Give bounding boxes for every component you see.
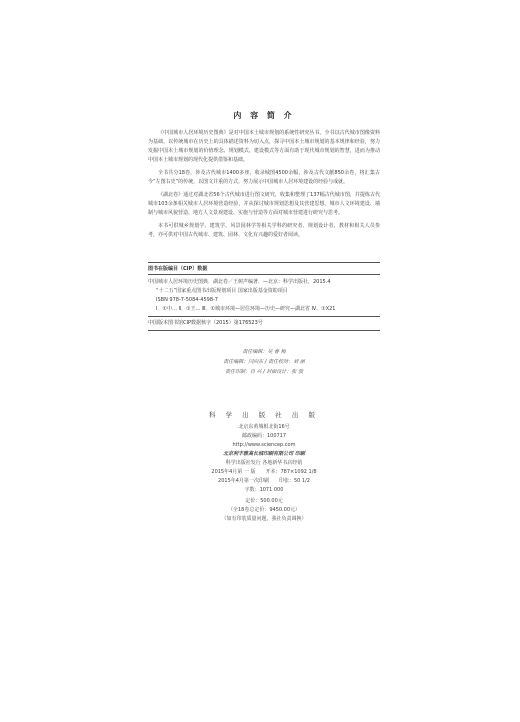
word-count: 字数：1071 000	[244, 487, 284, 493]
publisher-website: http://www.sciencep.com	[232, 442, 296, 448]
distributor: 科学出版社发行 各地新华书店经销	[225, 460, 303, 466]
edition-info: 2015年4月第 一 版	[211, 469, 256, 475]
summary-title: 内 容 简 介	[233, 111, 295, 120]
cip-number: 中国版本图书馆CIP数据核字（2015）第176523号	[148, 320, 263, 326]
summary-paragraph: 全书共分18卷，涉及古代城市1400多座，收录城图4500余幅，涉及古代文献850余卷，将汇集古今“左图右史”的传统，以图文并重的方式，努力展示中国城市人居环境建设的经验与成就。	[148, 170, 380, 185]
cip-divider	[148, 330, 380, 331]
cip-data	[148, 278, 380, 314]
publication-info	[148, 411, 380, 524]
quality-notice: （如有印装质量问题，我社负责调换）	[221, 516, 307, 522]
printer-name: 北京利丰雅高长城印刷有限公司 印刷	[223, 451, 305, 457]
editor-credits	[148, 347, 380, 377]
editor-line: 责任印制：肖 兴 / 封面设计：张 放	[224, 369, 304, 375]
spec-row	[148, 468, 380, 477]
cip-divider	[148, 316, 380, 317]
publisher-postcode: 邮政编码：100717	[241, 433, 287, 439]
page-content	[148, 110, 380, 524]
editor-line: 责任编辑：吴 春 梅	[242, 349, 286, 355]
summary-paragraph: 《中国城市人居环境历史图典》是对中国本土城市规划的系统性研究丛书。全书以古代城市图像资料为基础，以传统城市在历史上的具体描述资料为切入点，探寻中国本土城市规划的基本规律和经验，努力发掘中国本土城市规划的价值理念、规划模式、建设模式等方面有助于现代城市规划的智慧，进而为推动中国本土城市规划的现代化提供借鉴和基础。	[148, 130, 380, 163]
cip-line: “十二五”国家重点图书出版规划项目 国家出版基金资助项目	[156, 288, 288, 294]
publisher-name: 科 学 出 版 社 出 版	[209, 411, 319, 419]
printing-info: 2015年4月第一次印刷	[218, 478, 269, 484]
sheets-info: 印张：50 1/2	[278, 478, 310, 484]
cip-line: ISBN 978-7-5084-4598-7	[156, 297, 218, 303]
cip-header: 图书在版编目（CIP）数据	[148, 262, 380, 275]
cip-line: 中国城市人居环境历史图典．湖北卷／王树声编著．—北京：科学出版社，2015.4	[148, 279, 331, 285]
summary-paragraph: 本书可供城乡规划学、建筑学、风景园林学等相关学科的研究者、规划设计者、教材和相关人员参考，亦可供对中国古代城市、建筑、园林、文化有兴趣的爱好者阅读。	[148, 223, 380, 238]
publisher-address: 北京东黄城根北街16号	[238, 424, 290, 430]
price: 定价：500.00元	[245, 498, 283, 504]
set-price: （全18卷总定价：9450.00元）	[227, 507, 301, 513]
spec-row	[148, 477, 380, 486]
format-info: 开本：787×1092 1/8	[265, 469, 317, 475]
summary-paragraph: 《湖北卷》通过对湖北省56个古代城市进行图文研究，收集和整理了137幅古代城市图，并提炼古代城市103余条相关城市人居环境营造经验，并从探讨城市规划思想及其营建思想、城市人文环境建设、墙制与城市风貌营造、地方人文景观建设、实施与营造等方面对城市营建进行研究与思考。	[148, 192, 380, 216]
cip-line: Ⅰ．①中… Ⅱ．①王… Ⅲ．①城市环境—居住环境—历史—研究—湖北省 Ⅳ．①X21	[156, 306, 336, 312]
editor-line: 责任编辑：闫向东 / 责任校对：刘 丽	[223, 359, 305, 365]
